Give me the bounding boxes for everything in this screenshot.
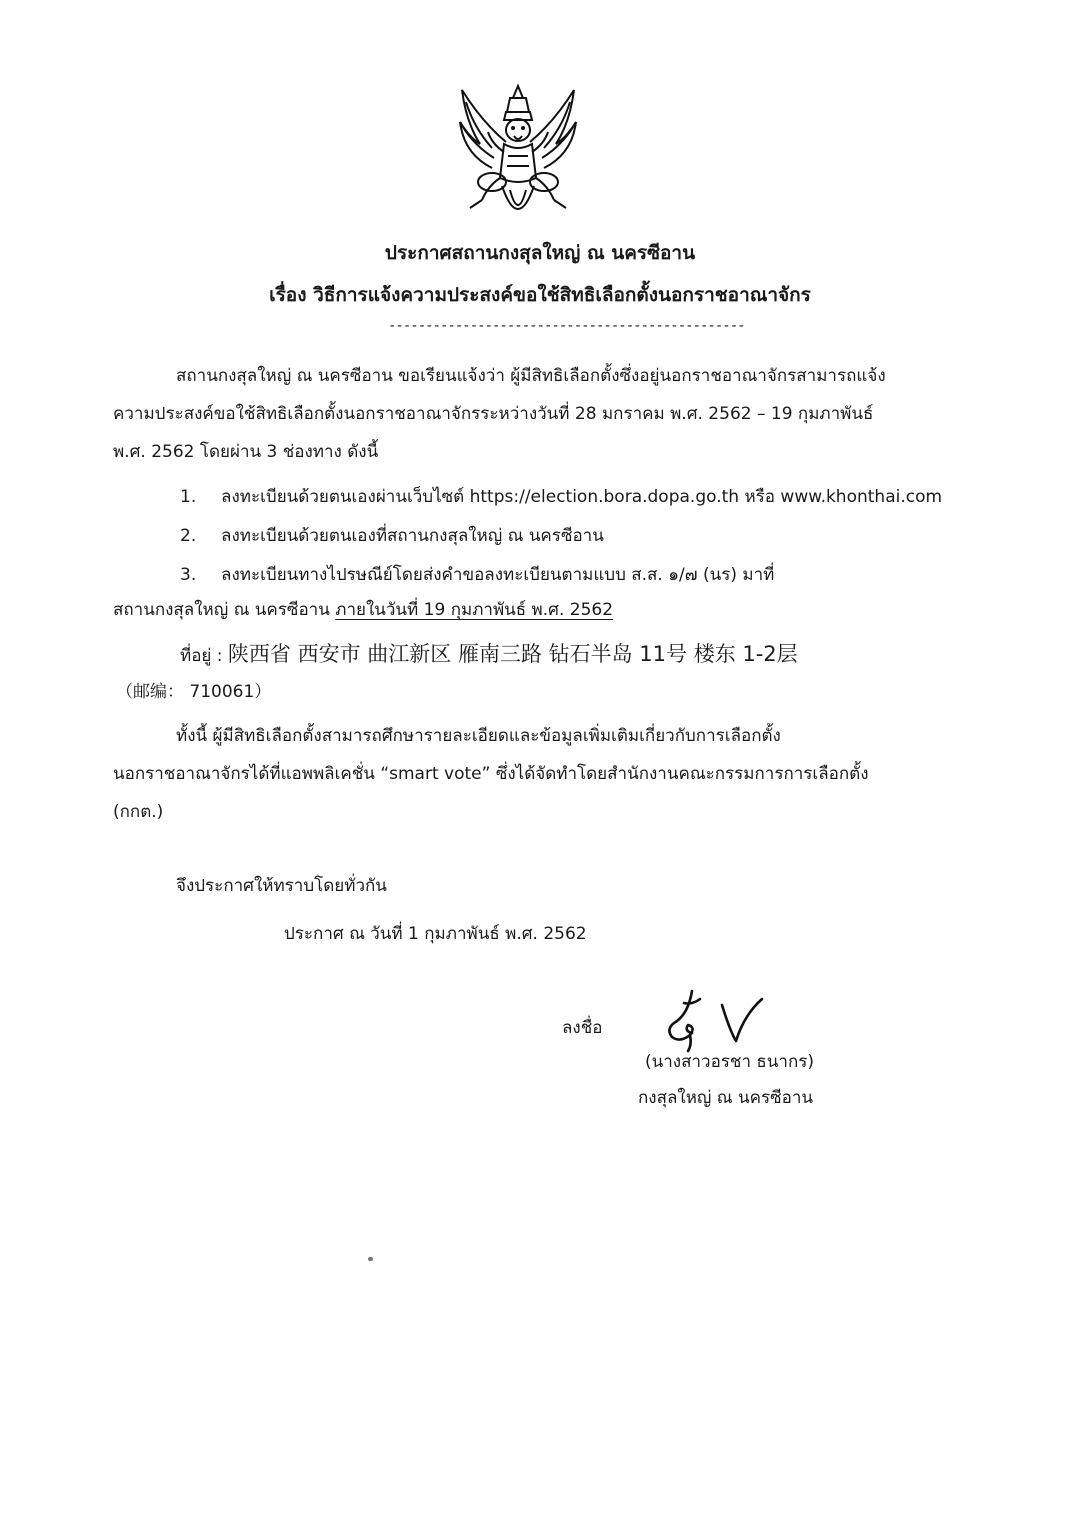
list-item-2 [180, 524, 604, 548]
list-item-number: 3. [180, 565, 197, 585]
garuda-emblem-icon [452, 82, 584, 232]
list-item-1 [180, 485, 942, 509]
list-item-text: ลงทะเบียนทางไปรษณีย์โดยส่งคำขอลงทะเบียนตามแบบ ส.ส. ๑/๗ (นร) มาที่ [221, 565, 775, 585]
announcement-date: ประกาศ ณ วันที่ 1 กุมภาพันธ์ พ.ศ. 2562 [284, 924, 587, 944]
intro-line-1: สถานกงสุลใหญ่ ณ นครซีอาน ขอเรียนแจ้งว่า ผู้มีสิทธิเลือกตั้งซึ่งอยู่นอกราชอาณาจักรสามารถแจ้ง [176, 366, 886, 386]
signature-label: ลงชื่อ [562, 1018, 603, 1038]
list-item-number: 2. [180, 526, 197, 546]
signatory-name: (นางสาวอรชา ธนากร) [645, 1052, 814, 1072]
address-value: 陕西省 西安市 曲江新区 雁南三路 钻石半岛 11号 楼东 1-2层 [227, 642, 798, 666]
note-line-3: (กกต.) [113, 802, 164, 822]
consulate-name: สถานกงสุลใหญ่ ณ นครซีอาน [113, 600, 336, 620]
postcode: （邮编： 710061） [116, 682, 272, 702]
title-separator: ------------------------------------------------ [388, 318, 745, 334]
intro-line-3: พ.ศ. 2562 โดยผ่าน 3 ช่องทาง ดังนี้ [113, 442, 379, 462]
note-line-1: ทั้งนี้ ผู้มีสิทธิเลือกตั้งสามารถศึกษารายละเอียดและข้อมูลเพิ่มเติมเกี่ยวกับการเลือกตั้ง [176, 726, 781, 746]
list-item-text: ลงทะเบียนด้วยตนเองที่สถานกงสุลใหญ่ ณ นครซีอาน [221, 526, 604, 546]
deadline-text: ภายในวันที่ 19 กุมภาพันธ์ พ.ศ. 2562 [335, 600, 614, 620]
handwritten-signature [640, 985, 780, 1055]
closing-statement: จึงประกาศให้ทราบโดยทั่วกัน [176, 876, 387, 896]
address-line [180, 640, 798, 670]
intro-line-2: ความประสงค์ขอใช้สิทธิเลือกตั้งนอกราชอาณาจักรระหว่างวันที่ 28 มกราคม พ.ศ. 2562 – 19 กุมภาพันธ์ [113, 404, 874, 424]
scan-speck [368, 1257, 373, 1261]
announcement-subject: เรื่อง วิธีการแจ้งความประสงค์ขอใช้สิทธิเลือกตั้งนอกราชอาณาจักร [269, 284, 811, 306]
signatory-position: กงสุลใหญ่ ณ นครซีอาน [638, 1088, 813, 1108]
announcement-title: ประกาศสถานกงสุลใหญ่ ณ นครซีอาน [384, 242, 696, 264]
list-item-number: 1. [180, 487, 197, 507]
address-label: ที่อยู่ : [180, 646, 228, 666]
list-item-text: ลงทะเบียนด้วยตนเองผ่านเว็บไซต์ https://election.bora.dopa.go.th หรือ www.khonthai.com [221, 487, 943, 507]
note-line-2: นอกราชอาณาจักรได้ที่แอพพลิเคชั่น “smart vote” ซึ่งได้จัดทำโดยสำนักงานคณะกรรมการการเลือกตั้ง [113, 764, 869, 784]
list-item-3 [180, 563, 774, 587]
list-item-3-continuation [113, 598, 613, 622]
